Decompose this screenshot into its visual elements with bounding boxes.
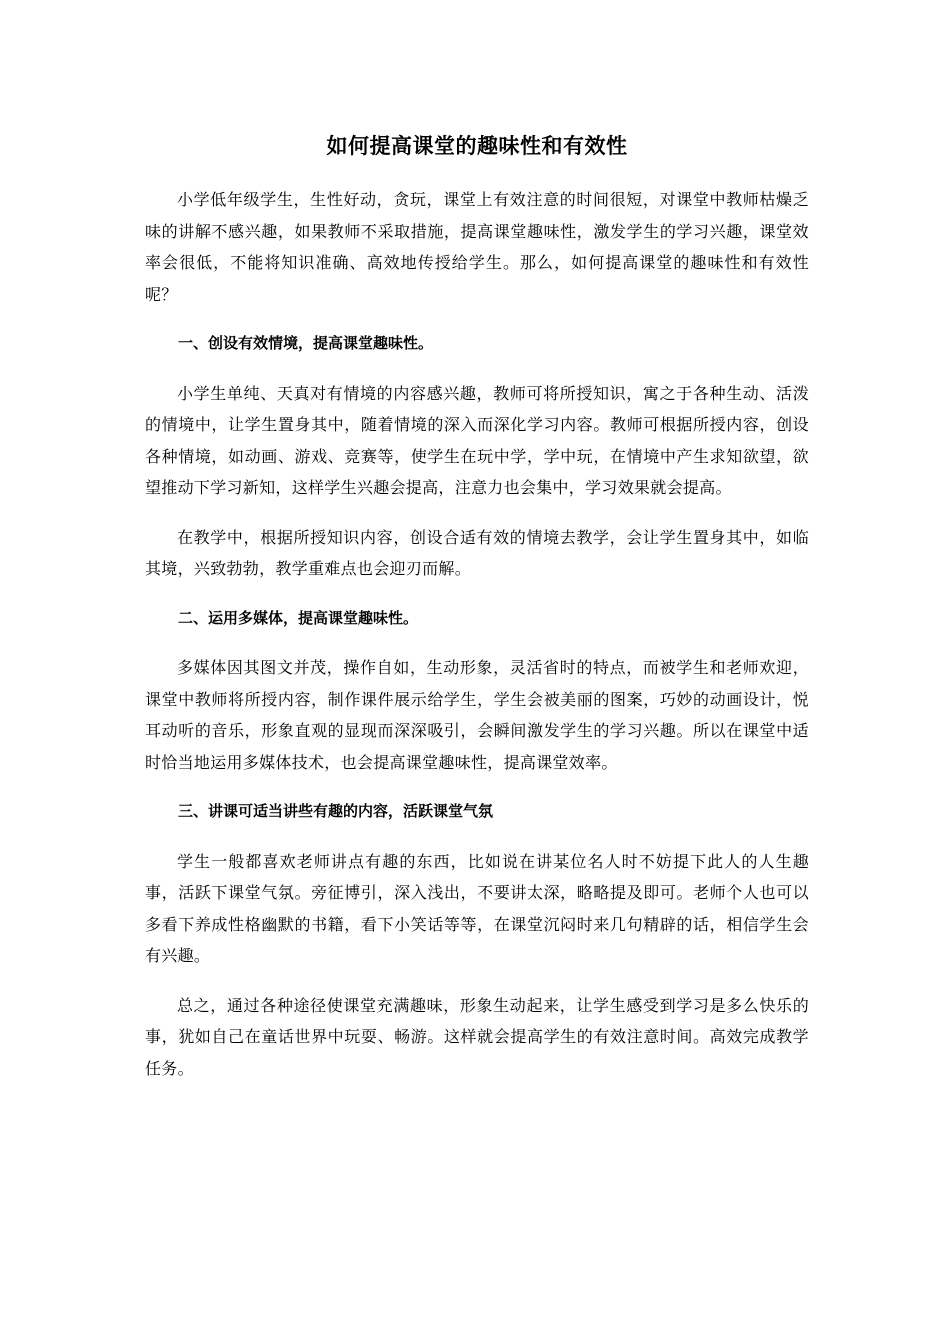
section-heading-2: 二、运用多媒体，提高课堂趣味性。 bbox=[178, 608, 419, 627]
section-2-paragraph-1: 多媒体因其图文并茂，操作自如，生动形象，灵活省时的特点，而被学生和老师欢迎，课堂中教师将所授内容，制作课件展示给学生，学生会被美丽的图案，巧妙的动画设计，悦耳动听的音乐，形象直观的显现而深深吸引，会瞬间激发学生的学习兴趣。所以在课堂中适时恰当地运用多媒体技术，也会提高课堂趣味性，提高课堂效率。 bbox=[145, 658, 809, 772]
document-body bbox=[145, 128, 809, 1102]
section-heading-1: 一、创设有效情境，提高课堂趣味性。 bbox=[178, 334, 434, 352]
section-1-paragraph-1: 小学生单纯、天真对有情境的内容感兴趣，教师可将所授知识，寓之于各种生动、活泼的情境中，让学生置身其中，随着情境的深入而深化学习内容。教师可根据所授内容，创设各种情境，如动画、游戏、竞赛等，使学生在玩中学，学中玩，在情境中产生求知欲望，欲望推动下学习新知，这样学生兴趣会提高，注意力也会集中，学习效果就会提高。 bbox=[145, 383, 809, 497]
section-heading-3: 三、讲课可适当讲些有趣的内容，活跃课堂气氛 bbox=[178, 802, 494, 820]
document-title: 如何提高课堂的趣味性和有效性 bbox=[326, 133, 628, 158]
conclusion-paragraph: 总之，通过各种途径使课堂充满趣味，形象生动起来，让学生感受到学习是多么快乐的事，犹如自己在童话世界中玩耍、畅游。这样就会提高学生的有效注意时间。高效完成教学任务。 bbox=[145, 995, 809, 1078]
section-3-paragraph-1: 学生一般都喜欢老师讲点有趣的东西，比如说在讲某位名人时不妨提下此人的人生趣事，活跃下课堂气氛。旁征博引，深入浅出，不要讲太深，略略提及即可。老师个人也可以多看下养成性格幽默的书籍，看下小笑话等等，在课堂沉闷时来几句精辟的话，相信学生会有兴趣。 bbox=[145, 851, 809, 965]
intro-paragraph: 小学低年级学生，生性好动，贪玩，课堂上有效注意的时间很短，对课堂中教师枯燥乏味的讲解不感兴趣，如果教师不采取措施，提高课堂趣味性，激发学生的学习兴趣，课堂效率会很低，不能将知识准确、高效地传授给学生。那么，如何提高课堂的趣味性和有效性呢？ bbox=[145, 190, 809, 304]
section-1-paragraph-2: 在教学中，根据所授知识内容，创设合适有效的情境去教学，会让学生置身其中，如临其境，兴致勃勃，教学重难点也会迎刃而解。 bbox=[145, 527, 809, 578]
